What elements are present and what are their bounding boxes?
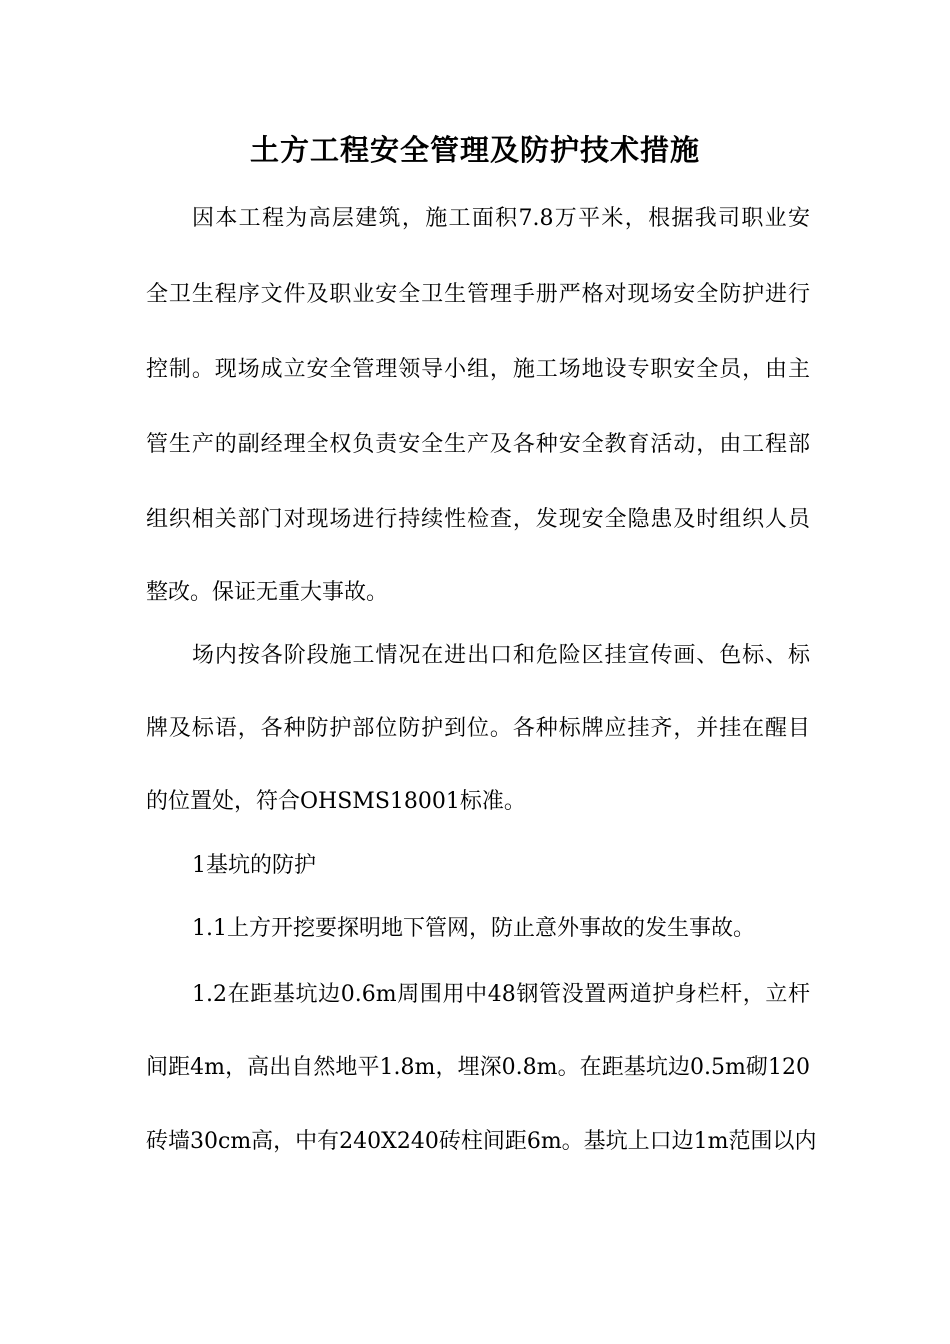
paragraph-line: 场内按各阶段施工情况在进出口和危险区挂宣传画、色标、标: [192, 643, 810, 668]
paragraph-line: 控制。现场成立安全管理领导小组，施工场地设专职安全员，由主: [146, 357, 810, 382]
paragraph-line: 管生产的副经理全权负责安全生产及各种安全教育活动，由工程部: [146, 432, 810, 457]
paragraph-line: 砖墙30cm高，中有240X240砖柱间距6m。基坑上口边1m范围以内: [146, 1129, 817, 1154]
paragraph-line: 因本工程为高层建筑，施工面积7.8万平米，根据我司职业安: [192, 206, 810, 231]
paragraph-line: 1.1上方开挖要探明地下管网，防止意外事故的发生事故。: [192, 916, 755, 941]
paragraph-line: 组织相关部门对现场进行持续性检查，发现安全隐患及时组织人员: [146, 507, 810, 532]
paragraph-line: 的位置处，符合OHSMS18001标准。: [146, 789, 526, 814]
paragraph-line: 整改。保证无重大事故。: [146, 580, 389, 605]
paragraph-line: 1.2在距基坑边0.6m周围用中48钢管没置两道护身栏杆，立杆: [192, 982, 810, 1007]
paragraph-line: 全卫生程序文件及职业安全卫生管理手册严格对现场安全防护进行: [146, 282, 810, 307]
document-title: 土方工程安全管理及防护技术措施: [249, 133, 700, 167]
paragraph-line: 牌及标语，各种防护部位防护到位。各种标牌应挂齐，并挂在醒目: [146, 716, 810, 741]
section-heading: 1基坑的防护: [192, 853, 316, 878]
paragraph-line: 间距4m，高出自然地平1.8m，埋深0.8m。在距基坑边0.5m砌120: [146, 1055, 810, 1080]
